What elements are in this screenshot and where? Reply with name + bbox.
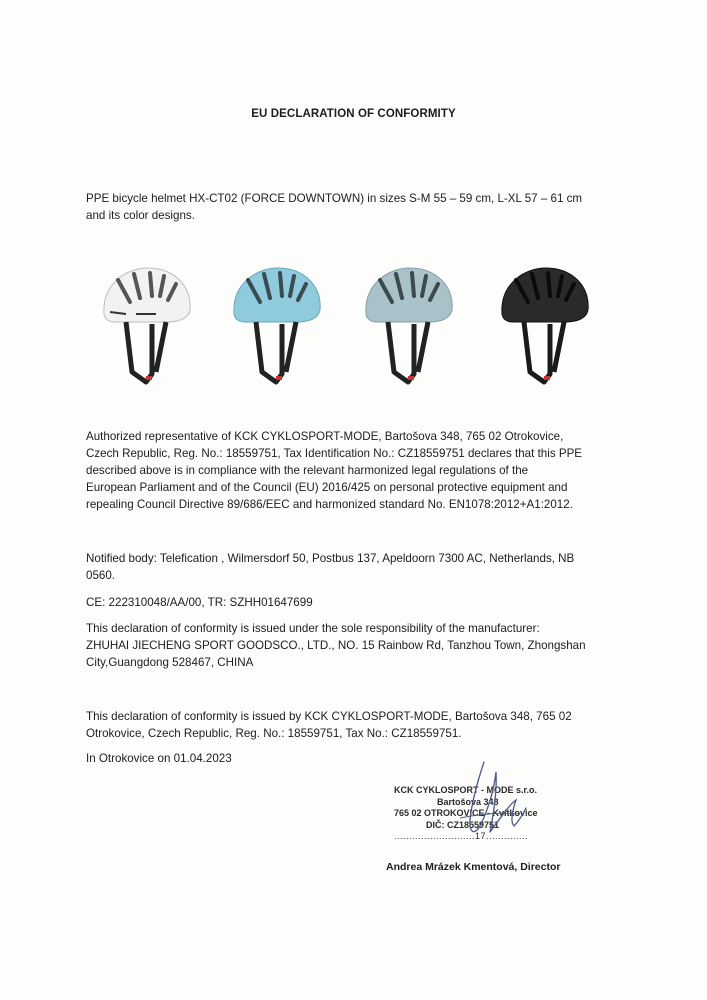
authorized-representative-paragraph — [86, 428, 616, 513]
grey-blue-helmet-image — [358, 262, 458, 390]
stamp-tax-id: DIČ: CZ18559751 — [426, 819, 500, 830]
place-date: In Otrokovice on 01.04.2023 — [86, 752, 232, 765]
signer-name: Andrea Mrázek Kmentová, Director — [386, 861, 561, 873]
authorized-line: described above is in compliance with the relevant harmonized legal regulations of the — [86, 464, 529, 477]
authorized-line: repealing Council Directive 89/686/EEC and harmonized standard No. EN1078:2012+A1:2012. — [86, 498, 573, 511]
manufacturer-paragraph — [86, 620, 616, 671]
manufacturer-line: This declaration of conformity is issued under the sole responsibility of the manufacturer: — [86, 622, 540, 635]
product-line-1: PPE bicycle helmet HX-CT02 (FORCE DOWNTOWN) in sizes S-M 55 – 59 cm, L-XL 57 – 61 cm — [86, 192, 583, 205]
notified-line: Notified body: Telefication , Wilmersdorf 50, Postbus 137, Apeldoorn 7300 AC, Netherlands, NB — [86, 552, 575, 565]
notified-body-paragraph — [86, 550, 616, 584]
manufacturer-line: ZHUHAI JIECHENG SPORT GOODSCO., LTD., NO. 15 Rainbow Rd, Tanzhou Town, Zhongshan — [86, 639, 586, 652]
product-line-2: and its color designs. — [86, 209, 195, 222]
document-title: EU DECLARATION OF CONFORMITY — [251, 108, 456, 120]
product-description — [86, 190, 616, 224]
authorized-line: Authorized representative of KCK CYKLOSPORT-MODE, Bartošova 348, 765 02 Otrokovice, — [86, 430, 564, 443]
issued-by-paragraph — [86, 708, 616, 742]
authorized-line: Czech Republic, Reg. No.: 18559751, Tax Identification No.: CZ18559751 declares that this PPE — [86, 447, 583, 460]
white-helmet-image — [96, 262, 196, 390]
authorized-line: European Parliament and of the Council (EU) 2016/425 on personal protective equipment and — [86, 481, 568, 494]
manufacturer-line: City,Guangdong 528467, CHINA — [86, 656, 254, 669]
stamp-dotted-line: ...........................17.............. — [394, 831, 529, 841]
stamp-city: 765 02 OTROKOVICE - Kvítkovice — [394, 808, 538, 818]
stamp-street: Bartošova 348 — [437, 796, 499, 807]
ce-line: CE: 222310048/AA/00, TR: SZHH01647699 — [86, 596, 313, 609]
black-helmet-image — [494, 262, 594, 390]
handwritten-signature — [450, 760, 560, 860]
issued-line: This declaration of conformity is issued by KCK CYKLOSPORT-MODE, Bartošova 348, 765 02 — [86, 710, 572, 723]
issued-line: Otrokovice, Czech Republic, Reg. No.: 18559751, Tax No.: CZ18559751. — [86, 727, 462, 740]
light-blue-helmet-image — [226, 262, 326, 390]
stamp-company-name: KCK CYKLOSPORT - MODE s.r.o. — [394, 785, 538, 795]
notified-line: 0560. — [86, 569, 116, 582]
helmet-images — [90, 262, 610, 392]
